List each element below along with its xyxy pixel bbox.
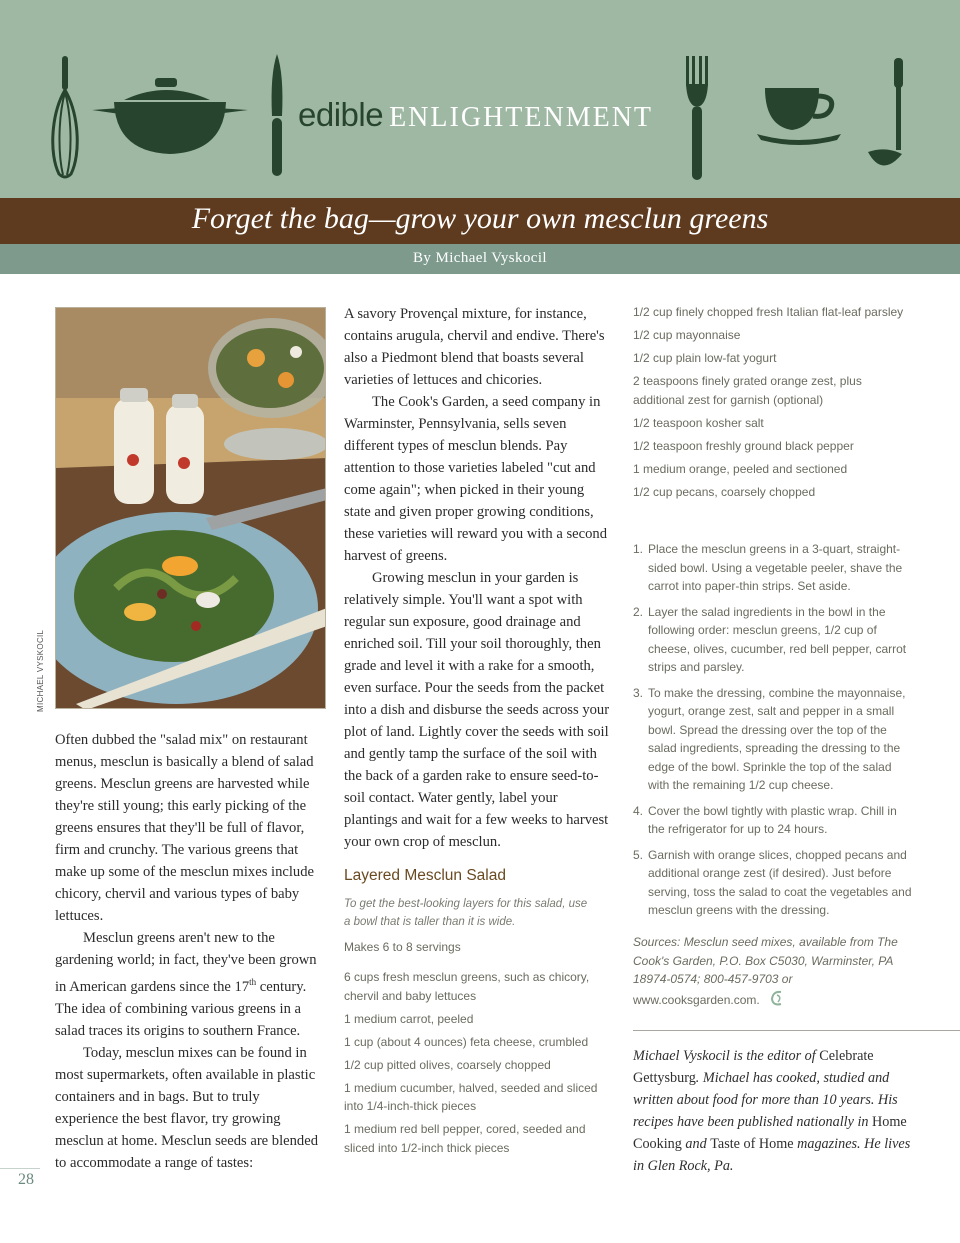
recipe-steps xyxy=(633,540,913,927)
article-paragraph: Growing mesclun in your garden is relatively simple. You'll want a spot with regular sun exposure, good drainage and enriched soil. Till your soil thoroughly, then grade and level it with a rake for a smooth, even surface. Pour the seeds from the packet into a dish and disburse the seeds across your plot of land. Lightly cover the seeds with soil and gently tamp the surface of the soil with the back of a garden rake to ensure seed-to-soil contact. Water gently, label your plantings and wait for a few weeks to harvest your own crop of mesclun. xyxy=(344,570,610,850)
knife-icon xyxy=(269,54,285,176)
cup-saucer-icon xyxy=(757,86,841,148)
ingredient-item: 1/2 teaspoon freshly ground black pepper xyxy=(633,438,854,453)
step-text: Cover the bowl tightly with plastic wrap. Chill in the refrigerator for up to 24 hours. xyxy=(648,803,897,836)
ingredient-item: 1 medium red bell pepper, cored, seeded and sliced into 1/2-inch thick pieces xyxy=(344,1122,586,1155)
pot-icon xyxy=(92,76,248,158)
bio-divider xyxy=(633,1030,960,1031)
step-number: 5. xyxy=(633,847,644,862)
ingredient-item: 1/2 cup pitted olives, coarsely chopped xyxy=(344,1057,551,1072)
masthead-word-enlightenment: ENLIGHTENMENT xyxy=(389,102,654,133)
ingredient-item: 6 cups fresh mesclun greens, such as chicory, chervil and baby lettuces xyxy=(344,970,590,1003)
article-byline: By Michael Vyskocil xyxy=(413,250,547,266)
ingredient-item: 1 medium orange, peeled and sectioned xyxy=(633,461,848,476)
ingredient-list-b xyxy=(633,303,913,506)
masthead xyxy=(298,96,653,136)
step-text: To make the dressing, combine the mayonnaise, yogurt, orange zest, salt and pepper in a small bowl. Spread the dressing over the top of the salad ingredients, spreading the dressing to the edge of the bowl. Sprinkle the top of the salad with the remaining 1/2 cup cheese. xyxy=(648,685,906,792)
recipe-step xyxy=(633,603,913,677)
article-text: century. The idea of combining various greens in a salad traces its origins to southern France. xyxy=(55,978,307,1039)
bio-text: and xyxy=(681,1136,711,1152)
leaf-logo-icon xyxy=(769,989,785,1013)
recipe-step xyxy=(633,684,913,795)
recipe-step xyxy=(633,846,913,920)
step-text: Layer the salad ingredients in the bowl in the following order: mesclun greens, 1/2 cup of cheese, olives, cucumber, red bell pepper, carrot strips and parsley. xyxy=(648,604,907,674)
article-paragraph: A savory Provençal mixture, for instance, contains arugula, chervil and endive. There's also a Piedmont blend that boasts several varieties of lettuces and chicories. xyxy=(344,306,605,388)
whisk-icon xyxy=(50,56,80,180)
article-paragraph: Today, mesclun mixes can be found in most supermarkets, often available in plastic containers and in bags. But to truly experience the best flavor, try growing mesclun at home. Mesclun seeds are blended to accommodate a range of tastes: xyxy=(55,1044,319,1171)
step-text: Garnish with orange slices, chopped pecans and additional orange zest (if desired). Just before serving, toss the salad to coat the vegetables and mesclun greens with the dressing. xyxy=(648,847,912,917)
bio-text: Michael Vyskocil is the editor of xyxy=(633,1048,820,1064)
page-number: 28 xyxy=(18,1171,34,1188)
ingredient-item: 1 cup (about 4 ounces) feta cheese, crumbled xyxy=(344,1034,589,1049)
ingredient-item: 1 medium cucumber, halved, seeded and sliced into 1/4-inch-thick pieces xyxy=(344,1080,598,1113)
ingredient-item: 1/2 cup pecans, coarsely chopped xyxy=(633,484,816,499)
sources-link[interactable]: www.cooksgarden.com. xyxy=(633,992,760,1007)
step-number: 3. xyxy=(633,685,644,700)
article-paragraph: The Cook's Garden, a seed company in Warminster, Pennsylvania, sells seven different types of mesclun blends. Pay attention to those varieties labeled "cut and come again"; when picked in their young state and given proper growing conditions, these varieties will reward you with a second harvest of greens. xyxy=(344,394,608,564)
recipe-step xyxy=(633,540,913,596)
article-column-2 xyxy=(344,303,614,853)
recipe-servings: Makes 6 to 8 servings xyxy=(344,940,461,954)
author-bio xyxy=(633,1045,923,1177)
ingredient-item: 1/2 teaspoon kosher salt xyxy=(633,415,764,430)
article-paragraph: Often dubbed the "salad mix" on restaurant menus, mesclun is basically a blend of salad greens. Mesclun greens are harvested while they're still young; this early picking of the greens ensures that they'll be full of flavor, firm and crunchy. The various greens that make up some of the mesclun mixes include chicory, chervil and various types of baby lettuces. xyxy=(55,732,314,924)
step-number: 4. xyxy=(633,803,644,818)
step-text: Place the mesclun greens in a 3-quart, straight-sided bowl. Using a vegetable peeler, shave the carrot into paper-thin strips. Set aside. xyxy=(648,542,903,593)
bio-text: . Michael has cooked, studied and written about food for more than 10 years. His recipes have been published nationally in xyxy=(633,1070,898,1130)
step-number: 2. xyxy=(633,604,644,619)
ordinal-suffix: th xyxy=(249,977,257,987)
bio-publication: Celebrate Gettysburg xyxy=(633,1048,874,1086)
ingredient-item: 2 teaspoons finely grated orange zest, plus additional zest for garnish (optional) xyxy=(633,374,862,407)
article-paragraph xyxy=(55,927,325,1042)
article-column-1 xyxy=(55,729,325,1174)
article-text: Mesclun greens aren't new to the gardening world; in fact, they've been grown in American gardens since the 17 xyxy=(55,930,317,995)
recipe-title: Layered Mesclun Salad xyxy=(344,867,506,884)
recipe-step xyxy=(633,802,913,839)
ingredient-item: 1/2 cup finely chopped fresh Italian flat-leaf parsley xyxy=(633,305,904,319)
masthead-word-edible: edible xyxy=(298,96,384,133)
fork-icon xyxy=(685,56,709,180)
recipe-sources xyxy=(633,933,913,1012)
ingredient-item: 1/2 cup plain low-fat yogurt xyxy=(633,351,777,365)
recipe-intro: To get the best-looking layers for this salad, use a bowl that is taller than it is wide. xyxy=(344,898,588,928)
bio-text: magazines. He lives in Glen Rock, Pa. xyxy=(633,1136,911,1174)
photo-credit: MICHAEL VYSKOCIL xyxy=(36,629,45,712)
ingredient-list-a xyxy=(344,968,604,1162)
ingredient-item: 1 medium carrot, peeled xyxy=(344,1011,474,1026)
page-number-rule xyxy=(0,1168,40,1169)
ingredient-item: 1/2 cup mayonnaise xyxy=(633,328,741,342)
article-headline: Forget the bag—grow your own mesclun greens xyxy=(191,202,769,235)
ladle-icon xyxy=(866,58,910,178)
salad-photo xyxy=(55,307,326,709)
bio-publication: Home Cooking xyxy=(633,1114,907,1152)
bio-publication: Taste of Home xyxy=(710,1136,794,1152)
step-number: 1. xyxy=(633,542,644,556)
sources-text: Sources: Mesclun seed mixes, available from The Cook's Garden, P.O. Box C5030, Warminster, PA 18974-0574; 800-457-9703 or xyxy=(633,935,898,986)
